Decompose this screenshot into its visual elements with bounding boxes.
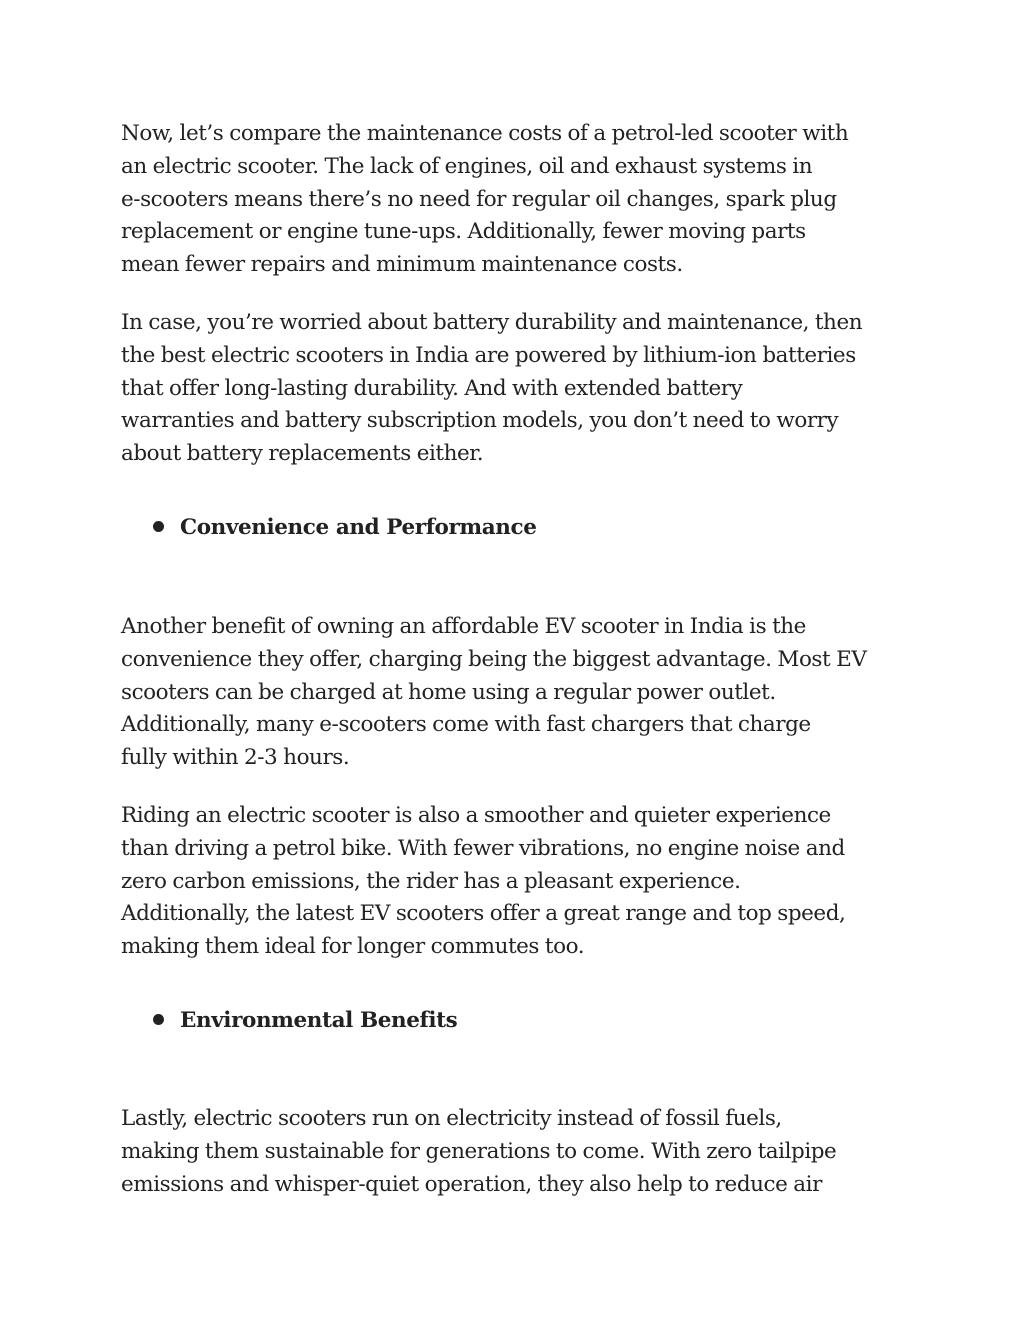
text-line: mean fewer repairs and minimum maintenance costs.: [121, 252, 683, 278]
text-line: Additionally, the latest EV scooters offer a great range and top speed,: [121, 901, 846, 927]
text-line: zero carbon emissions, the rider has a pleasant experience.: [121, 868, 741, 894]
paragraph-convenience: [121, 611, 921, 775]
text-line: In case, you’re worried about battery durability and maintenance, then: [121, 310, 863, 335]
bullet-icon: [153, 521, 164, 532]
section-heading-text: Environmental Benefits: [180, 1008, 458, 1033]
text-line: e-scooters means there’s no need for regular oil changes, spark plug: [121, 186, 837, 212]
text-line: that offer long-lasting durability. And with extended battery: [121, 375, 743, 401]
text-line: the best electric scooters in India are powered by lithium-ion batteries: [121, 342, 856, 368]
text-line: emissions and whisper-quiet operation, they also help to reduce air: [121, 1171, 822, 1197]
text-line: an electric scooter. The lack of engines, oil and exhaust systems in: [121, 153, 813, 179]
text-line: warranties and battery subscription models, you don’t need to worry: [121, 408, 839, 434]
section-heading-convenience: [153, 512, 537, 544]
text-line: scooters can be charged at home using a regular power outlet.: [121, 679, 776, 705]
text-line: Riding an electric scooter is also a smoother and quieter experience: [121, 803, 831, 828]
paragraph-battery-durability: [121, 307, 921, 471]
text-line: Lastly, electric scooters run on electricity instead of fossil fuels,: [121, 1106, 782, 1131]
text-line: convenience they offer, charging being the biggest advantage. Most EV: [121, 646, 867, 672]
text-line: fully within 2-3 hours.: [121, 745, 350, 771]
text-line: making them sustainable for generations to come. With zero tailpipe: [121, 1138, 837, 1164]
section-heading-text: Convenience and Performance: [180, 515, 537, 540]
paragraph-riding-experience: [121, 800, 921, 964]
text-line: about battery replacements either.: [121, 441, 484, 467]
paragraph-environment: [121, 1103, 921, 1201]
paragraph-maintenance-costs: [121, 118, 921, 282]
text-line: Additionally, many e-scooters come with fast chargers that charge: [121, 712, 811, 738]
bullet-icon: [153, 1014, 164, 1025]
text-line: making them ideal for longer commutes too.: [121, 934, 585, 960]
text-line: Another benefit of owning an affordable EV scooter in India is the: [121, 614, 806, 639]
text-line: replacement or engine tune-ups. Additionally, fewer moving parts: [121, 219, 806, 245]
text-line: than driving a petrol bike. With fewer vibrations, no engine noise and: [121, 835, 845, 861]
section-heading-environment: [153, 1005, 457, 1037]
text-line: Now, let’s compare the maintenance costs of a petrol-led scooter with: [121, 121, 849, 146]
